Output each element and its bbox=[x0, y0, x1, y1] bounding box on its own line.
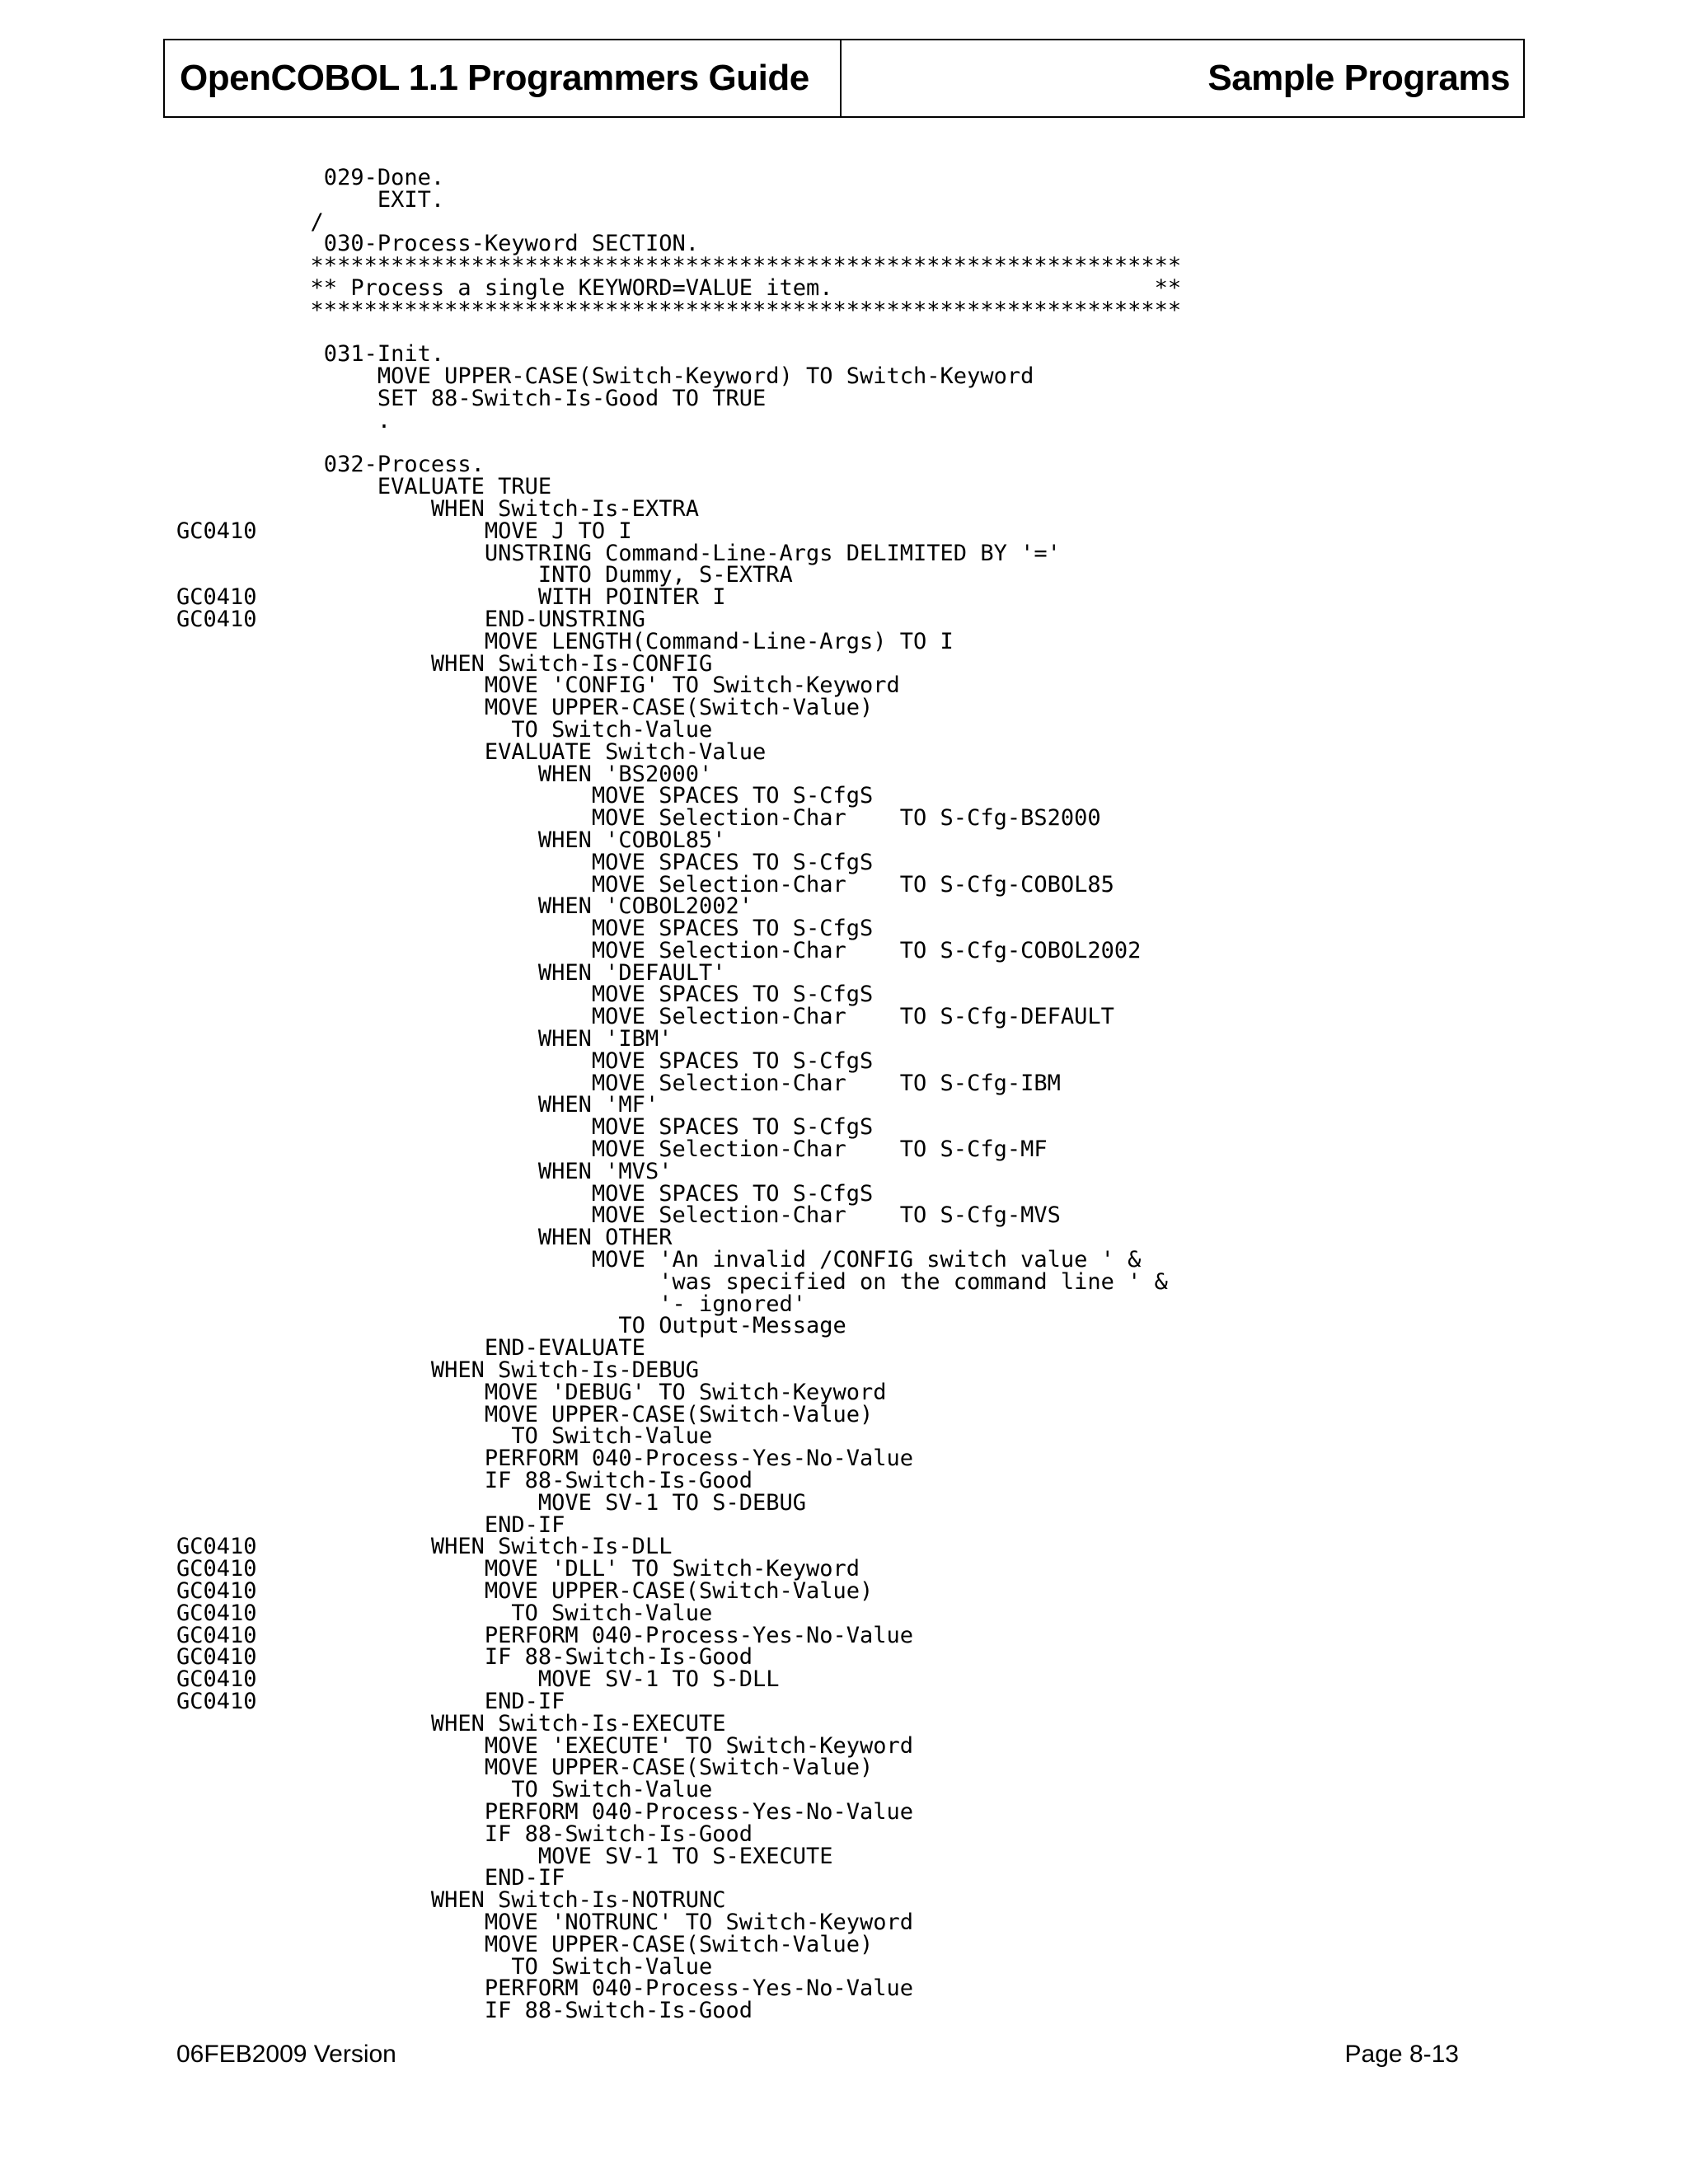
code-line: TO Output-Message bbox=[176, 1313, 846, 1339]
code-line: WHEN 'COBOL2002' bbox=[176, 893, 753, 920]
code-line: MOVE Selection-Char TO S-Cfg-DEFAULT bbox=[176, 1004, 1114, 1030]
code-line: PERFORM 040-Process-Yes-No-Value bbox=[176, 1975, 914, 2002]
code-line: MOVE SV-1 TO S-EXECUTE bbox=[176, 1843, 833, 1869]
code-line: MOVE UPPER-CASE(Switch-Value) bbox=[176, 1931, 874, 1957]
code-line: GC0410 MOVE UPPER-CASE(Switch-Value) bbox=[176, 1578, 874, 1604]
code-line: UNSTRING Command-Line-Args DELIMITED BY '=' bbox=[176, 540, 1061, 566]
code-line: GC0410 WITH POINTER I bbox=[176, 584, 726, 611]
code-line: TO Switch-Value bbox=[176, 1423, 713, 1450]
code-line: WHEN 'DEFAULT' bbox=[176, 959, 726, 986]
document-title: OpenCOBOL 1.1 Programmers Guide bbox=[165, 40, 842, 116]
code-line: PERFORM 040-Process-Yes-No-Value bbox=[176, 1798, 914, 1825]
code-line: WHEN Switch-Is-CONFIG bbox=[176, 650, 713, 677]
section-title: Sample Programs bbox=[1207, 58, 1510, 98]
code-line: EVALUATE TRUE bbox=[176, 474, 552, 500]
code-line: TO Switch-Value bbox=[176, 716, 713, 743]
code-line: EVALUATE Switch-Value bbox=[176, 738, 767, 765]
code-line: '- ignored' bbox=[176, 1291, 807, 1317]
code-line: MOVE 'CONFIG' TO Switch-Keyword bbox=[176, 673, 900, 699]
code-line: 032-Process. bbox=[176, 452, 485, 478]
code-line: MOVE SPACES TO S-CfgS bbox=[176, 982, 874, 1008]
code-line: MOVE 'An invalid /CONFIG switch value ' & bbox=[176, 1247, 1142, 1273]
code-line: END-IF bbox=[176, 1865, 565, 1891]
code-line: MOVE SPACES TO S-CfgS bbox=[176, 1114, 874, 1141]
code-line: MOVE Selection-Char TO S-Cfg-COBOL85 bbox=[176, 871, 1114, 898]
code-line: GC0410 TO Switch-Value bbox=[176, 1600, 713, 1626]
code-line: SET 88-Switch-Is-Good TO TRUE bbox=[176, 385, 767, 411]
code-line: MOVE 'NOTRUNC' TO Switch-Keyword bbox=[176, 1909, 914, 1935]
code-line: MOVE SPACES TO S-CfgS bbox=[176, 1180, 874, 1207]
code-line: GC0410 WHEN Switch-Is-DLL bbox=[176, 1534, 673, 1560]
code-line: MOVE Selection-Char TO S-Cfg-IBM bbox=[176, 1070, 1061, 1096]
code-line: MOVE 'DEBUG' TO Switch-Keyword bbox=[176, 1379, 887, 1405]
code-line: WHEN 'IBM' bbox=[176, 1026, 673, 1052]
code-line: IF 88-Switch-Is-Good bbox=[176, 1998, 753, 2024]
code-line: END-EVALUATE bbox=[176, 1335, 645, 1361]
code-line: 'was specified on the command line ' & bbox=[176, 1268, 1168, 1295]
code-line: 029-Done. bbox=[176, 165, 445, 190]
code-line bbox=[176, 433, 1181, 455]
code-line: MOVE SPACES TO S-CfgS bbox=[176, 849, 874, 875]
code-line: WHEN Switch-Is-NOTRUNC bbox=[176, 1887, 726, 1914]
code-line: INTO Dummy, S-EXTRA bbox=[176, 562, 793, 588]
code-line: WHEN Switch-Is-DEBUG bbox=[176, 1357, 699, 1384]
code-line: MOVE UPPER-CASE(Switch-Value) bbox=[176, 1755, 874, 1781]
code-line: GC0410 MOVE SV-1 TO S-DLL bbox=[176, 1666, 780, 1693]
code-line: WHEN OTHER bbox=[176, 1225, 673, 1251]
footer-page-number: Page 8-13 bbox=[1344, 2041, 1459, 2068]
code-line: IF 88-Switch-Is-Good bbox=[176, 1468, 753, 1494]
code-line: WHEN 'MVS' bbox=[176, 1158, 673, 1184]
code-line: MOVE UPPER-CASE(Switch-Value) bbox=[176, 695, 874, 721]
code-line: MOVE SV-1 TO S-DEBUG bbox=[176, 1489, 807, 1516]
code-line: WHEN Switch-Is-EXECUTE bbox=[176, 1710, 726, 1736]
code-line: ***************************************************************** bbox=[176, 253, 1182, 279]
code-line: WHEN 'MF' bbox=[176, 1092, 659, 1118]
code-line: WHEN Switch-Is-EXTRA bbox=[176, 495, 699, 522]
code-line bbox=[176, 322, 1181, 344]
code-line: GC0410 END-IF bbox=[176, 1688, 565, 1714]
code-line: IF 88-Switch-Is-Good bbox=[176, 1821, 753, 1847]
code-line: MOVE SPACES TO S-CfgS bbox=[176, 916, 874, 942]
code-line: GC0410 MOVE 'DLL' TO Switch-Keyword bbox=[176, 1556, 860, 1582]
code-line: MOVE 'EXECUTE' TO Switch-Keyword bbox=[176, 1732, 914, 1759]
code-line: GC0410 PERFORM 040-Process-Yes-No-Value bbox=[176, 1622, 914, 1648]
page-header bbox=[163, 39, 1525, 118]
code-line: ***************************************************************** bbox=[176, 297, 1182, 323]
code-line: TO Switch-Value bbox=[176, 1777, 713, 1803]
code-line: MOVE Selection-Char TO S-Cfg-BS2000 bbox=[176, 805, 1101, 832]
code-line: MOVE LENGTH(Command-Line-Args) TO I bbox=[176, 628, 954, 654]
code-line: GC0410 MOVE J TO I bbox=[176, 518, 632, 544]
code-line: END-IF bbox=[176, 1511, 565, 1538]
code-line: EXIT. bbox=[176, 186, 445, 213]
code-line: / bbox=[176, 209, 324, 235]
code-line: MOVE Selection-Char TO S-Cfg-COBOL2002 bbox=[176, 937, 1142, 963]
code-line: MOVE SPACES TO S-CfgS bbox=[176, 783, 874, 809]
code-line: . bbox=[176, 407, 392, 434]
code-line: GC0410 END-UNSTRING bbox=[176, 606, 645, 632]
footer-version: 06FEB2009 Version bbox=[176, 2041, 396, 2068]
code-line: MOVE Selection-Char TO S-Cfg-MVS bbox=[176, 1202, 1061, 1229]
code-line: 030-Process-Keyword SECTION. bbox=[176, 231, 699, 257]
code-line: WHEN 'COBOL85' bbox=[176, 827, 726, 853]
code-listing bbox=[176, 167, 1181, 2022]
code-line: PERFORM 040-Process-Yes-No-Value bbox=[176, 1446, 914, 1472]
code-line: MOVE UPPER-CASE(Switch-Keyword) TO Switch-Keyword bbox=[176, 363, 1034, 390]
code-line: TO Switch-Value bbox=[176, 1953, 713, 1980]
code-line: 031-Init. bbox=[176, 341, 445, 368]
code-line: MOVE SPACES TO S-CfgS bbox=[176, 1047, 874, 1074]
code-line: MOVE Selection-Char TO S-Cfg-MF bbox=[176, 1137, 1048, 1163]
code-line: GC0410 IF 88-Switch-Is-Good bbox=[176, 1644, 753, 1671]
code-line: MOVE UPPER-CASE(Switch-Value) bbox=[176, 1401, 874, 1427]
code-line: WHEN 'BS2000' bbox=[176, 761, 713, 787]
code-line: ** Process a single KEYWORD=VALUE item. ** bbox=[176, 274, 1182, 301]
